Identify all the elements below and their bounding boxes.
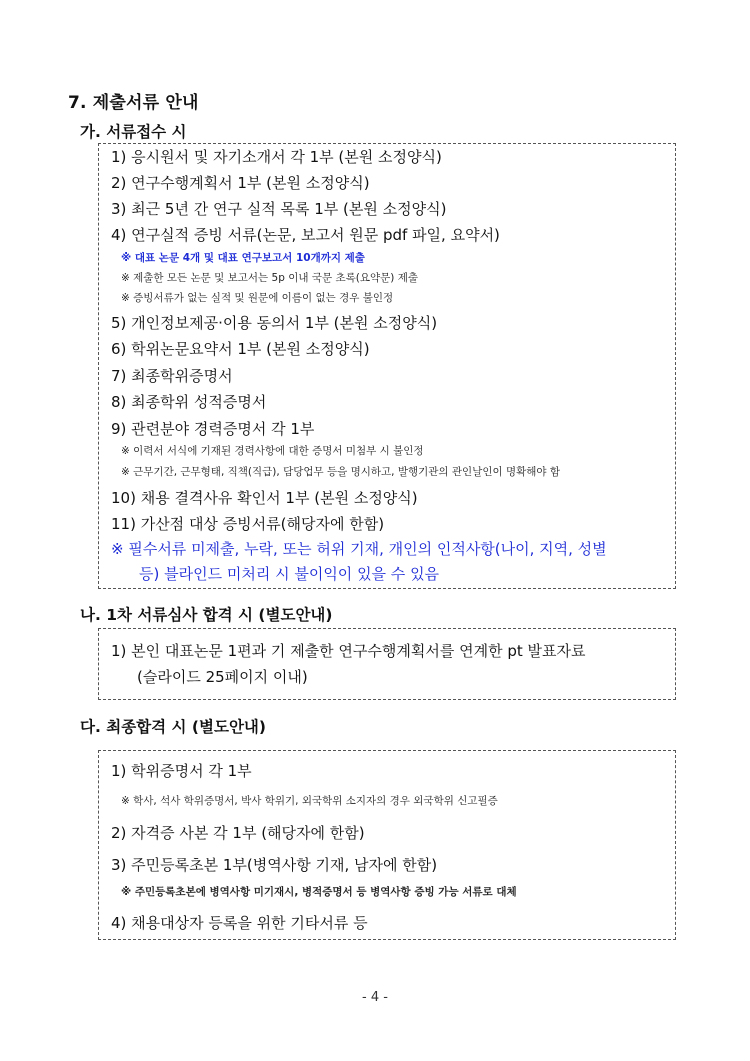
note-item9: ※ 이력서 서식에 기재된 경력사항에 대한 증명서 미첨부 시 불인정	[121, 445, 424, 457]
list-item: 9) 관련분야 경력증명서 각 1부	[111, 420, 315, 438]
note-item4: ※ 증빙서류가 없는 실적 및 원문에 이름이 없는 경우 불인정	[121, 292, 394, 304]
warning-line: ※ 필수서류 미제출, 누락, 또는 허위 기재, 개인의 인적사항(나이, 지역, 성별	[111, 540, 607, 558]
section-title: 7. 제출서류 안내	[68, 93, 199, 113]
list-item: 10) 채용 결격사유 확인서 1부 (본원 소정양식)	[111, 489, 418, 507]
page-number: - 4 -	[362, 990, 388, 1005]
list-item: 1) 응시원서 및 자기소개서 각 1부 (본원 소정양식)	[111, 148, 442, 166]
note-item4-highlight: ※ 대표 논문 4개 및 대표 연구보고서 10개까지 제출	[121, 252, 365, 264]
list-item: 8) 최종학위 성적증명서	[111, 393, 267, 411]
list-item: 7) 최종학위증명서	[111, 367, 233, 385]
note-item9: ※ 근무기간, 근무형태, 직책(직급), 담당업무 등을 명시하고, 발행기관의 관인날인이 명확해야 함	[121, 466, 561, 478]
list-item: 1) 본인 대표논문 1편과 기 제출한 연구수행계획서를 연계한 pt 발표자료	[111, 642, 586, 660]
list-item: 5) 개인정보제공·이용 동의서 1부 (본원 소정양식)	[111, 314, 438, 332]
subsection-a-box	[98, 143, 676, 589]
subsection-b-box	[98, 628, 676, 700]
list-item: 6) 학위논문요약서 1부 (본원 소정양식)	[111, 340, 370, 358]
list-item: 3) 최근 5년 간 연구 실적 목록 1부 (본원 소정양식)	[111, 200, 447, 218]
subsection-c-title: 다. 최종합격 시 (별도안내)	[80, 718, 266, 736]
list-item: 2) 자격증 사본 각 1부 (해당자에 한함)	[111, 824, 365, 842]
note-item1: ※ 학사, 석사 학위증명서, 박사 학위기, 외국학위 소지자의 경우 외국학위 신고필증	[121, 795, 498, 807]
list-item: 3) 주민등록초본 1부(병역사항 기재, 남자에 한함)	[111, 856, 438, 874]
subsection-b-title: 나. 1차 서류심사 합격 시 (별도안내)	[80, 606, 333, 624]
note-item4: ※ 제출한 모든 논문 및 보고서는 5p 이내 국문 초록(요약문) 제출	[121, 272, 419, 284]
warning-line: 등) 블라인드 미처리 시 불이익이 있을 수 있음	[139, 565, 440, 583]
subsection-a-title: 가. 서류접수 시	[80, 123, 187, 141]
list-item: 4) 연구실적 증빙 서류(논문, 보고서 원문 pdf 파일, 요약서)	[111, 226, 500, 244]
list-item: 1) 학위증명서 각 1부	[111, 762, 252, 780]
note-item3: ※ 주민등록초본에 병역사항 미기재시, 병적증명서 등 병역사항 증빙 가능 서류로 대체	[121, 886, 517, 898]
subsection-c-box	[98, 750, 676, 940]
list-item-continuation: (슬라이드 25페이지 이내)	[137, 668, 308, 686]
list-item: 4) 채용대상자 등록을 위한 기타서류 등	[111, 914, 368, 932]
list-item: 2) 연구수행계획서 1부 (본원 소정양식)	[111, 174, 370, 192]
list-item: 11) 가산점 대상 증빙서류(해당자에 한함)	[111, 515, 385, 533]
